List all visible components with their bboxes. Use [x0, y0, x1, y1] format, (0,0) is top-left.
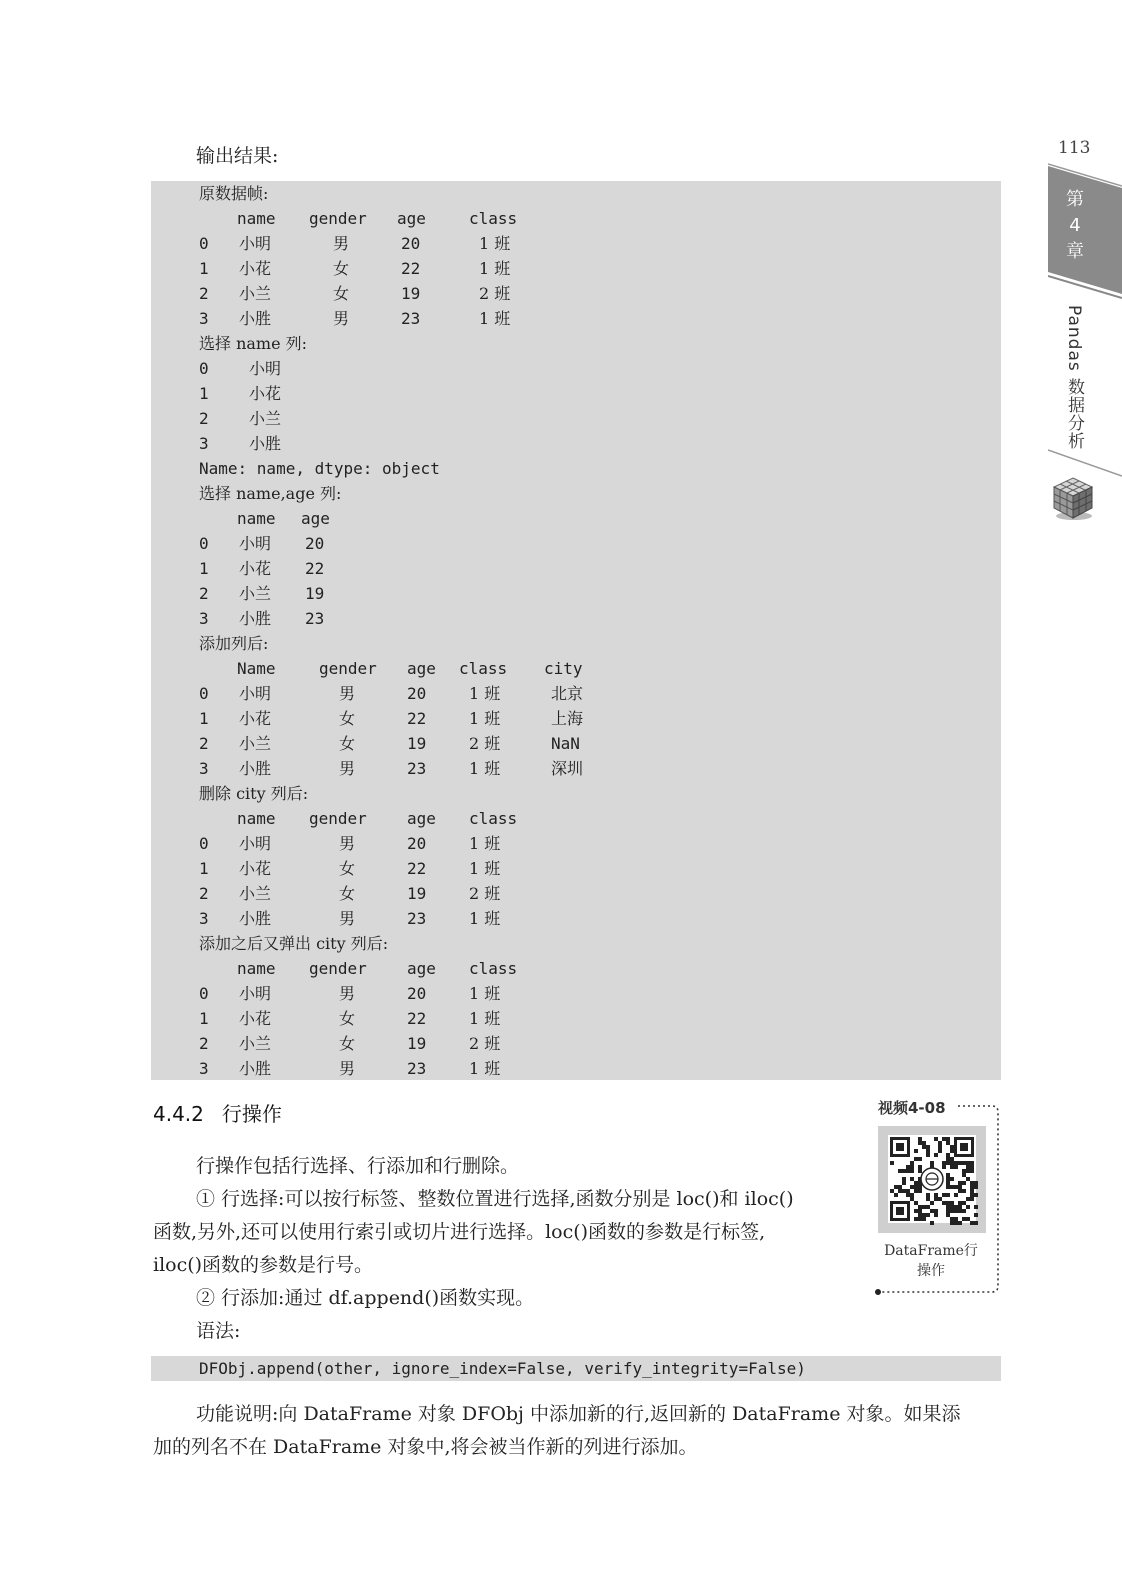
code-cell: 20 — [407, 834, 427, 853]
code-cell: 小花 — [249, 384, 282, 403]
code-cell: 1 班 — [469, 1009, 501, 1028]
code-cell: 20 — [407, 684, 427, 703]
code-cell: name — [237, 959, 276, 978]
code-cell: 19 — [407, 734, 427, 753]
code-cell: 1 — [199, 259, 209, 278]
description-line: 功能说明:向 DataFrame 对象 DFObj 中添加新的行,返回新的 DataFrame 对象。如果添 — [196, 1403, 961, 1425]
code-cell: 小兰 — [239, 884, 272, 903]
code-cell: 小兰 — [249, 409, 282, 428]
code-cell: 1 — [199, 559, 209, 578]
code-cell: 小明 — [249, 359, 282, 378]
code-cell: 20 — [401, 234, 421, 253]
code-cell: 删除 city 列后: — [199, 784, 309, 803]
code-cell: 23 — [407, 1059, 427, 1078]
code-cell: 男 — [339, 984, 356, 1003]
video-caption — [876, 1241, 986, 1281]
code-cell: 1 — [199, 1009, 209, 1028]
code-cell: Name — [237, 659, 276, 678]
code-cell: class — [469, 809, 518, 828]
code-cell: name — [237, 509, 276, 528]
code-cell: 女 — [339, 859, 356, 878]
code-cell: 小胜 — [239, 1059, 272, 1078]
code-cell: 20 — [407, 984, 427, 1003]
code-cell: 男 — [333, 309, 350, 328]
code-cell: 深圳 — [551, 759, 584, 778]
code-cell: 女 — [339, 734, 356, 753]
code-cell: 22 — [407, 859, 427, 878]
code-cell: class — [469, 959, 518, 978]
code-cell: 3 — [199, 434, 209, 453]
section-number: 4.4.2 — [153, 1102, 204, 1126]
code-cell: 0 — [199, 984, 209, 1003]
code-cell: 小花 — [239, 559, 272, 578]
code-cell: 3 — [199, 1059, 209, 1078]
chapter-number: 4 — [1069, 215, 1081, 236]
code-cell: 男 — [339, 759, 356, 778]
section-title: 行操作 — [221, 1102, 282, 1126]
code-cell: class — [459, 659, 508, 678]
code-cell: 小明 — [239, 534, 272, 553]
code-cell: class — [469, 209, 518, 228]
code-cell: age — [407, 809, 436, 828]
code-cell: NaN — [551, 734, 580, 753]
code-cell: 23 — [401, 309, 421, 328]
code-cell: 1 班 — [469, 859, 501, 878]
video-caption-line: 操作 — [917, 1263, 945, 1279]
code-cell: 小胜 — [239, 609, 272, 628]
code-cell: 1 班 — [469, 984, 501, 1003]
code-cell: 小明 — [239, 984, 272, 1003]
code-cell: gender — [309, 959, 367, 978]
code-cell: 女 — [333, 284, 350, 303]
code-cell: 上海 — [551, 709, 584, 728]
code-cell: 小兰 — [239, 734, 272, 753]
code-cell: 1 班 — [469, 709, 501, 728]
code-cell: 22 — [401, 259, 421, 278]
paragraph: 语法: — [196, 1320, 241, 1342]
code-cell: 小明 — [239, 684, 272, 703]
paragraph: iloc()函数的参数是行号。 — [153, 1254, 374, 1276]
code-cell: 男 — [333, 234, 350, 253]
code-cell: 2 — [199, 884, 209, 903]
code-cell: age — [407, 659, 436, 678]
code-cell: 2 — [199, 1034, 209, 1053]
code-cell: 女 — [339, 884, 356, 903]
code-cell: 添加列后: — [199, 634, 269, 653]
code-cell: 男 — [339, 684, 356, 703]
video-title: 视频4-08 — [878, 1099, 946, 1117]
code-cell: gender — [309, 809, 367, 828]
code-cell: 0 — [199, 534, 209, 553]
syntax-code: DFObj.append(other, ignore_index=False, verify_integrity=False) — [199, 1359, 806, 1378]
code-cell: 23 — [407, 909, 427, 928]
code-cell: 女 — [333, 259, 350, 278]
code-cell: 1 — [199, 859, 209, 878]
code-cell: 1 班 — [479, 309, 511, 328]
code-cell: 男 — [339, 909, 356, 928]
code-cell: 男 — [339, 834, 356, 853]
code-cell: 1 班 — [469, 1059, 501, 1078]
code-cell: 原数据帧: — [199, 184, 269, 203]
code-cell: gender — [309, 209, 367, 228]
code-cell: 23 — [407, 759, 427, 778]
code-cell: 女 — [339, 709, 356, 728]
code-cell: 2 — [199, 284, 209, 303]
code-cell: 0 — [199, 834, 209, 853]
code-cell: 女 — [339, 1009, 356, 1028]
code-cell: 1 — [199, 709, 209, 728]
code-cell: 3 — [199, 309, 209, 328]
code-cell: 19 — [407, 1034, 427, 1053]
book-title: Pandas 数据分析 — [1064, 305, 1084, 451]
code-cell: 2 班 — [469, 1034, 501, 1053]
code-cell: 小明 — [239, 834, 272, 853]
code-cell: 小明 — [239, 234, 272, 253]
code-cell: 北京 — [551, 684, 584, 703]
code-cell: 1 班 — [469, 759, 501, 778]
code-cell: 小兰 — [239, 1034, 272, 1053]
page-number: 113 — [1058, 138, 1091, 158]
code-cell: 小胜 — [239, 759, 272, 778]
code-cell: city — [544, 659, 583, 678]
code-cell: 小花 — [239, 259, 272, 278]
code-cell: 22 — [305, 559, 325, 578]
section-heading — [153, 1098, 282, 1127]
paragraph: 行操作包括行选择、行添加和行删除。 — [196, 1155, 520, 1177]
code-cell: 男 — [339, 1059, 356, 1078]
code-cell: 小兰 — [239, 284, 272, 303]
code-cell: age — [407, 959, 436, 978]
code-cell: 20 — [305, 534, 325, 553]
chapter-label — [1062, 187, 1088, 265]
code-cell: 0 — [199, 684, 209, 703]
code-cell: 3 — [199, 609, 209, 628]
code-cell: 0 — [199, 234, 209, 253]
code-cell: 2 — [199, 584, 209, 603]
code-cell: 19 — [407, 884, 427, 903]
code-cell: 选择 name 列: — [199, 334, 308, 353]
code-cell: 19 — [305, 584, 325, 603]
code-cell: 选择 name,age 列: — [199, 484, 342, 503]
code-cell: 2 班 — [479, 284, 511, 303]
code-cell: 3 — [199, 909, 209, 928]
code-cell: 22 — [407, 709, 427, 728]
code-cell: 小胜 — [239, 909, 272, 928]
code-cell: 小兰 — [239, 584, 272, 603]
code-cell: 3 — [199, 759, 209, 778]
code-cell: age — [397, 209, 426, 228]
code-cell: 19 — [401, 284, 421, 303]
code-cell: 2 — [199, 734, 209, 753]
qr-code[interactable] — [878, 1126, 986, 1233]
output-label: 输出结果: — [196, 145, 279, 167]
code-cell: 1 班 — [469, 684, 501, 703]
code-cell: 小花 — [239, 859, 272, 878]
code-cell: 2 班 — [469, 734, 501, 753]
code-cell: 小花 — [239, 1009, 272, 1028]
code-cell: name — [237, 209, 276, 228]
description-line: 加的列名不在 DataFrame 对象中,将会被当作新的列进行添加。 — [153, 1436, 698, 1458]
code-cell: 0 — [199, 359, 209, 378]
code-cell: 23 — [305, 609, 325, 628]
code-cell: 1 班 — [479, 259, 511, 278]
rubiks-cube-icon — [1050, 474, 1096, 522]
chapter-char: 章 — [1066, 241, 1084, 262]
code-output-block — [151, 181, 1001, 1080]
code-cell: 女 — [339, 1034, 356, 1053]
code-cell: age — [301, 509, 330, 528]
code-cell: 22 — [407, 1009, 427, 1028]
code-cell: 2 班 — [469, 884, 501, 903]
paragraph: ② 行添加:通过 df.append()函数实现。 — [196, 1287, 535, 1309]
paragraph: ① 行选择:可以按行标签、整数位置进行选择,函数分别是 loc()和 iloc() — [196, 1188, 794, 1210]
syntax-code-block — [151, 1356, 1001, 1381]
code-cell: 2 — [199, 409, 209, 428]
code-cell: 添加之后又弹出 city 列后: — [199, 934, 389, 953]
video-caption-line: DataFrame行 — [884, 1243, 978, 1259]
paragraph: 函数,另外,还可以使用行索引或切片进行选择。loc()函数的参数是行标签, — [153, 1221, 766, 1243]
code-cell: 小胜 — [239, 309, 272, 328]
code-cell: Name: name, dtype: object — [199, 459, 440, 478]
code-cell: 1 班 — [469, 909, 501, 928]
code-cell: 小花 — [239, 709, 272, 728]
code-cell: name — [237, 809, 276, 828]
code-cell: 1 班 — [469, 834, 501, 853]
code-cell: 小胜 — [249, 434, 282, 453]
code-cell: 1 班 — [479, 234, 511, 253]
code-cell: gender — [319, 659, 377, 678]
code-cell: 1 — [199, 384, 209, 403]
chapter-char: 第 — [1066, 189, 1084, 210]
